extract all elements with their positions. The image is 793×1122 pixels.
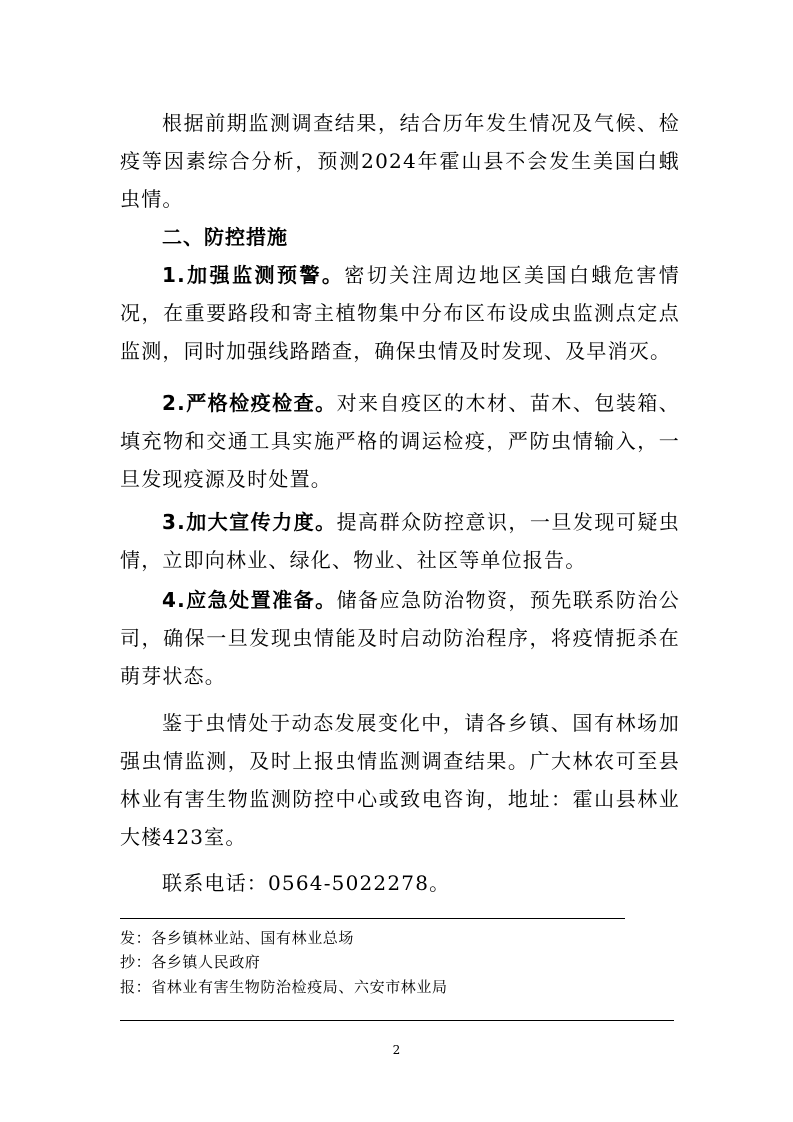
report-to-line: 报：省林业有害生物防治检疫局、六安市林业局: [120, 978, 448, 996]
measure-3-lead: 3.加大宣传力度。: [162, 510, 337, 534]
measure-2-lead: 2.严格检疫检查。: [162, 391, 337, 415]
measure-1-lead: 1.加强监测预警。: [162, 263, 345, 287]
measure-2-body: 对来自疫区的木材、苗木、包装箱、填充物和交通工具实施严格的调运检疫，严防虫情输入，一旦发现疫源及时处置。: [120, 391, 680, 491]
copy-to-line: 抄：各乡镇人民政府: [120, 953, 261, 971]
bottom-divider: [120, 1020, 674, 1021]
page-number: 2: [392, 1043, 401, 1057]
measure-2-paragraph: [120, 384, 680, 498]
forecast-paragraph: 根据前期监测调查结果，结合历年发生情况及气候、检疫等因素综合分析，预测2024年霍山县不会发生美国白蛾虫情。: [120, 111, 680, 211]
closing-paragraph: 鉴于虫情处于动态发展变化中，请各乡镇、国有林场加强虫情监测，及时上报虫情监测调查结果。广大林农可至县林业有害生物监测防控中心或致电咨询，地址：霍山县林业大楼423室。: [120, 711, 680, 849]
measure-3-body: 提高群众防控意识，一旦发现可疑虫情，立即向林业、绿化、物业、社区等单位报告。: [120, 510, 680, 572]
measure-4-lead: 4.应急处置准备。: [162, 588, 337, 612]
measure-4-paragraph: [120, 581, 680, 695]
measure-1-paragraph: [120, 256, 680, 370]
send-to-line: 发：各乡镇林业站、国有林业总场: [120, 929, 355, 947]
contact-phone: 联系电话：0564-5022278。: [162, 871, 451, 895]
section-heading-prevention: 二、防控措施: [162, 225, 288, 249]
measure-3-paragraph: [120, 503, 680, 579]
measure-1-body: 密切关注周边地区美国白蛾危害情况，在重要路段和寄主植物集中分布区布设成虫监测点定点监测，同时加强线路踏查，确保虫情及时发现、及早消灭。: [120, 263, 680, 363]
top-divider: [120, 918, 625, 919]
measure-4-body: 储备应急防治物资，预先联系防治公司，确保一旦发现虫情能及时启动防治程序，将疫情扼杀在萌芽状态。: [120, 588, 680, 688]
